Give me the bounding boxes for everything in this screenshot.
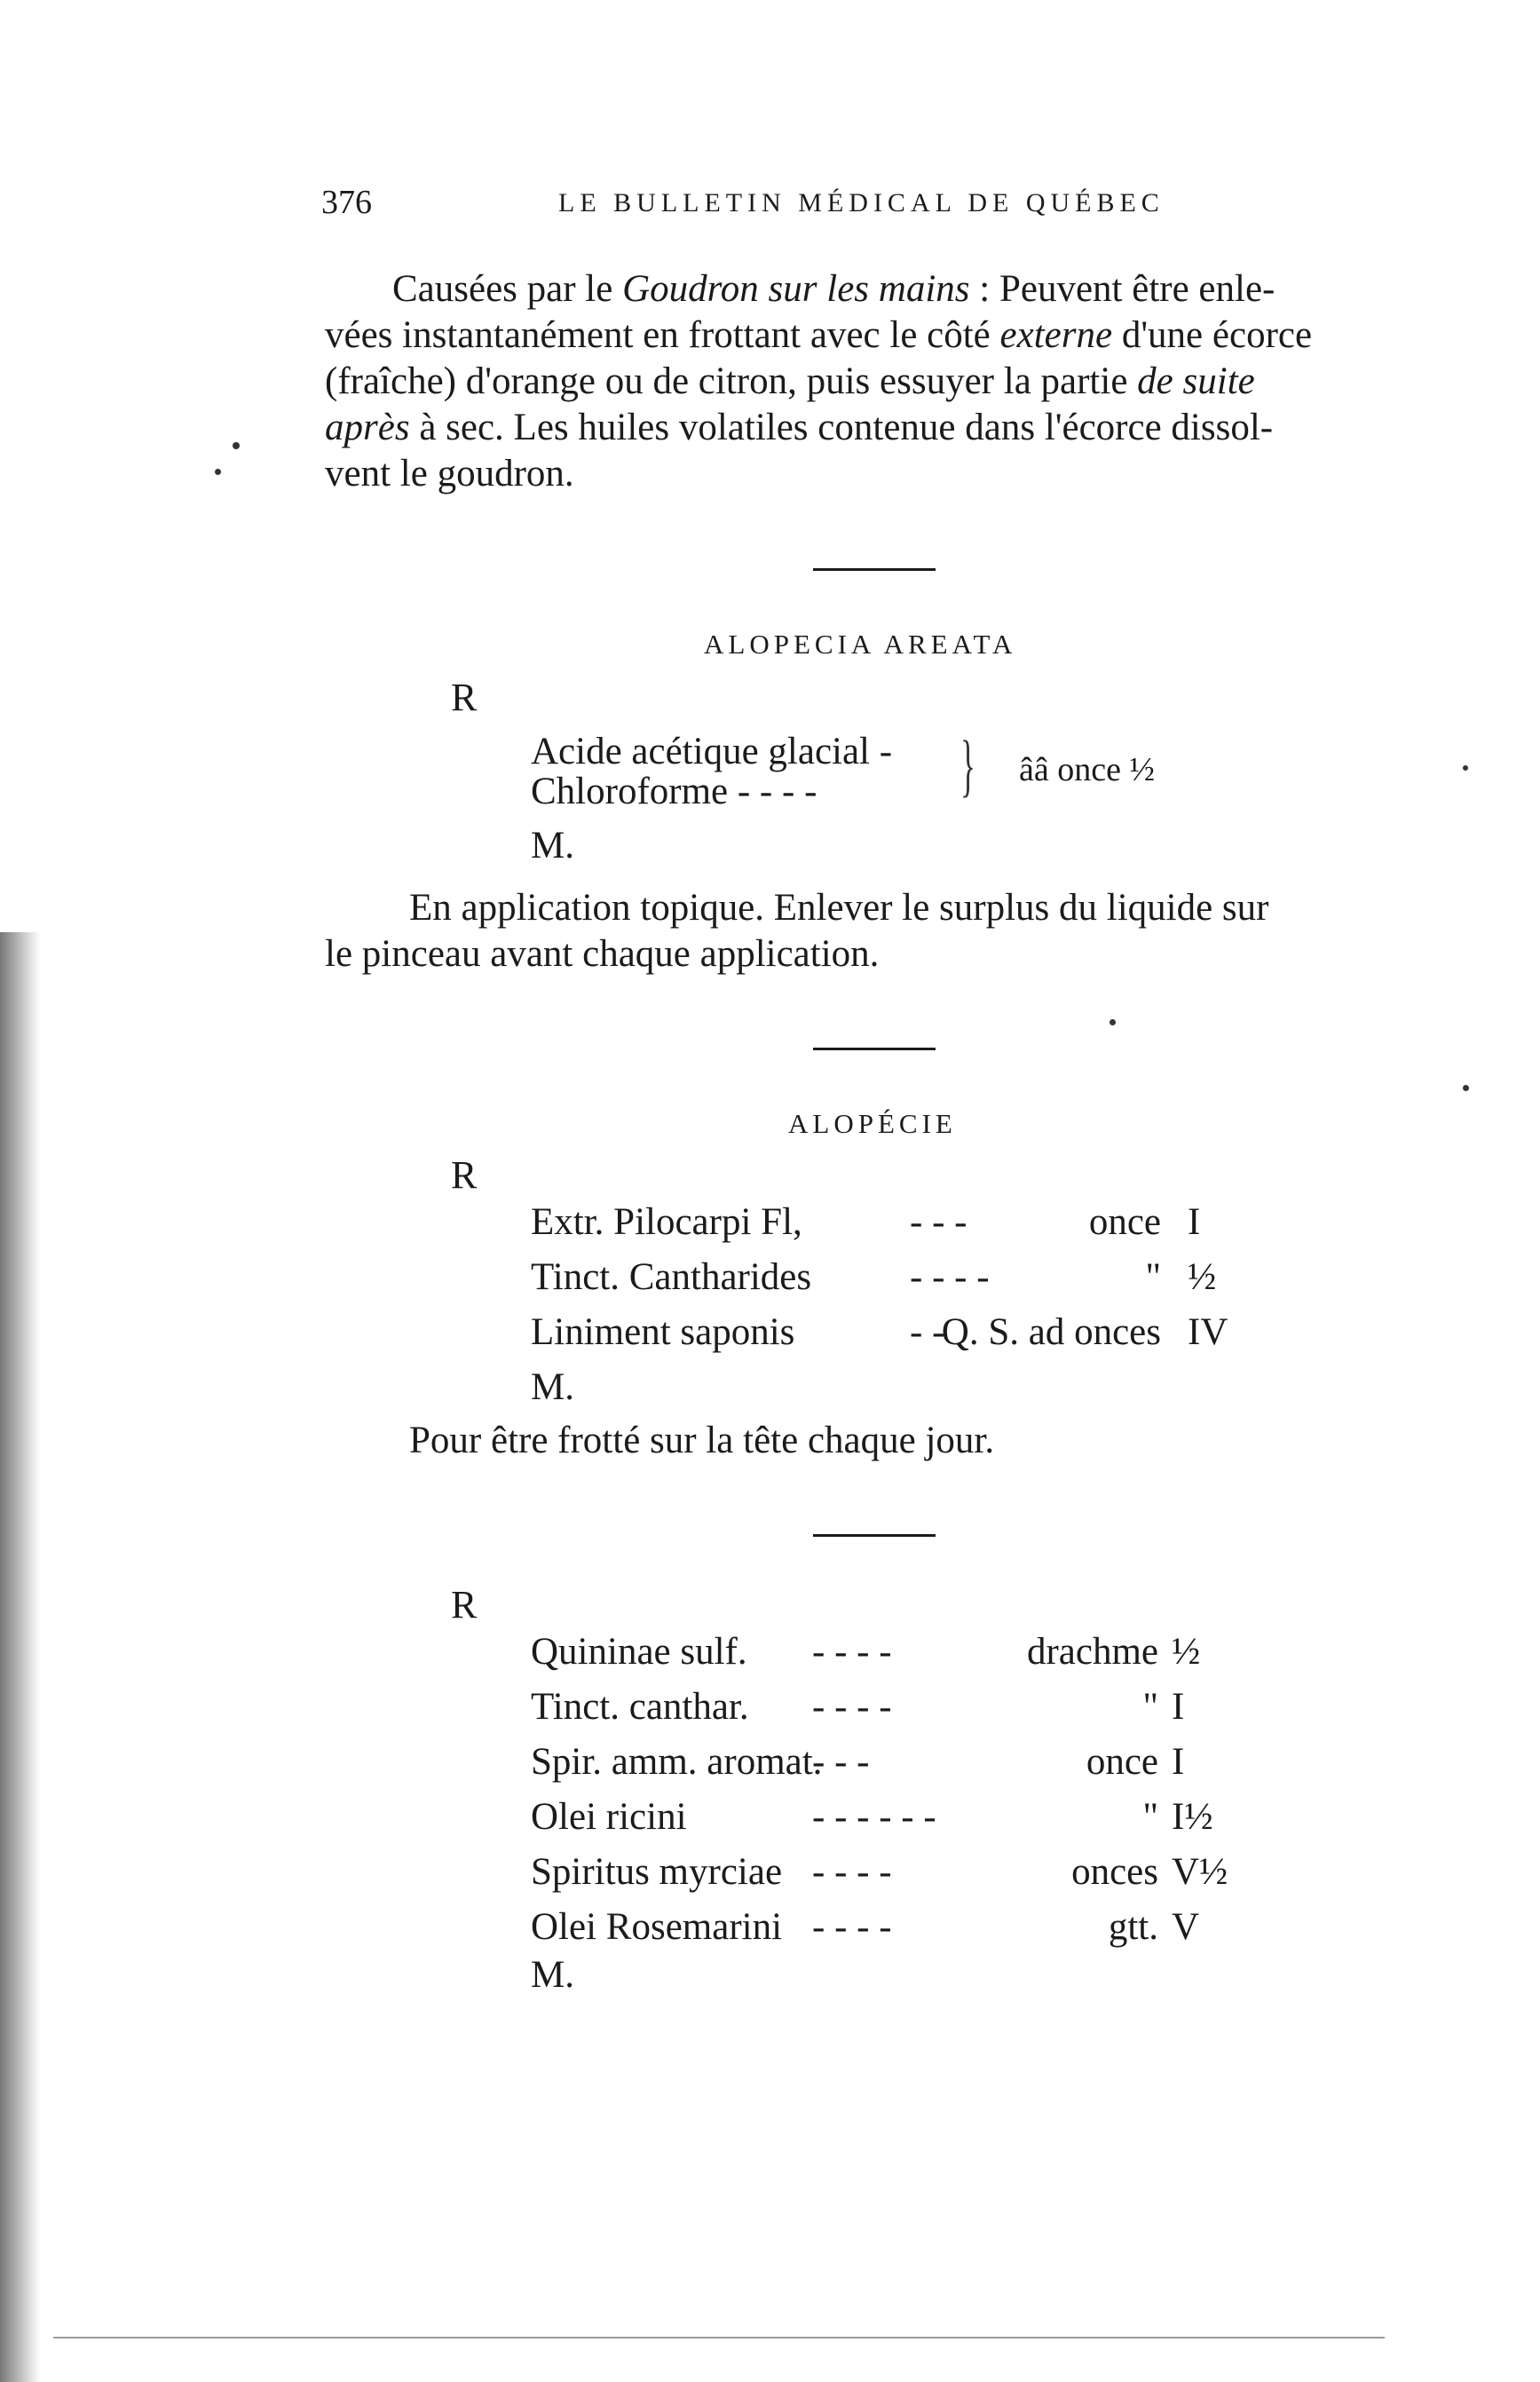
- italic-text-run: Goudron sur les mains: [622, 268, 970, 310]
- scan-speck: [1110, 1019, 1116, 1025]
- ingredient-quantity: ½: [1172, 1631, 1201, 1673]
- ingredient-name: Olei ricini: [531, 1796, 687, 1838]
- ingredient-unit: once: [1086, 1741, 1158, 1783]
- italic-text-run: après: [325, 407, 410, 448]
- leader-dashes: - - - -: [812, 1906, 892, 1948]
- paragraph-line: [325, 266, 1312, 313]
- leader-dashes: - - - -: [910, 1256, 990, 1298]
- intro-paragraph: [325, 266, 1312, 497]
- ingredient-name: Tinct. canthar.: [531, 1686, 749, 1728]
- ingredient-dose: ââ once ½: [1019, 751, 1155, 788]
- running-title: LE BULLETIN MÉDICAL DE QUÉBEC: [558, 188, 1165, 218]
- scan-speck: [1463, 765, 1468, 771]
- ingredient-unit: ": [1142, 1686, 1158, 1728]
- text-run: (fraîche) d'orange ou de citron, puis essuyer la partie: [325, 360, 1138, 402]
- leader-dashes: - - - -: [812, 1851, 892, 1893]
- usage-note: Pour être frotté sur la tête chaque jour.: [409, 1420, 995, 1461]
- leader-dashes: - -: [910, 1311, 945, 1353]
- italic-text-run: de suite: [1137, 360, 1255, 402]
- leader-dashes: - - - -: [812, 1686, 892, 1728]
- section-title: ALOPECIA AREATA: [704, 629, 1017, 660]
- binding-shadow: [0, 932, 41, 2382]
- text-run: vent le goudron.: [325, 453, 574, 495]
- paragraph-line: [325, 451, 1312, 497]
- ingredient-quantity: V: [1172, 1906, 1200, 1948]
- section-separator: [813, 1048, 936, 1050]
- text-run: d'une écorce: [1112, 314, 1313, 356]
- ingredient-unit: ": [1142, 1796, 1158, 1838]
- ingredient-name: Extr. Pilocarpi Fl,: [531, 1201, 802, 1243]
- leader-dashes: - - - - - -: [812, 1796, 936, 1838]
- ingredient-quantity: V½: [1172, 1851, 1228, 1893]
- paragraph-line: [325, 313, 1312, 359]
- section-separator: [813, 568, 936, 571]
- recipe-symbol: R: [451, 1583, 478, 1626]
- text-run: : Peuvent être enle-: [969, 268, 1275, 310]
- page-number: 376: [321, 184, 372, 221]
- italic-text-run: externe: [999, 314, 1113, 356]
- ingredient-name: Spiritus myrciae: [531, 1851, 783, 1893]
- ingredient-name: Quininae sulf.: [531, 1631, 747, 1673]
- ingredient-name: Acide acétique glacial -: [531, 731, 893, 772]
- ingredient-unit: Q. S. ad onces: [941, 1311, 1161, 1353]
- text-run: Causées par le: [392, 268, 623, 310]
- leader-dashes: - - - -: [812, 1631, 892, 1673]
- mix-instruction: M.: [531, 1366, 574, 1408]
- scan-speck: [1463, 1085, 1469, 1091]
- section-separator: [813, 1534, 936, 1537]
- scan-edge-line: [53, 2337, 1385, 2338]
- ingredient-quantity: ½: [1188, 1256, 1217, 1298]
- ingredient-unit: ": [1145, 1256, 1161, 1298]
- mix-instruction: M.: [531, 825, 574, 867]
- leader-dashes: - - -: [910, 1201, 967, 1243]
- ingredient-quantity: I½: [1172, 1796, 1213, 1838]
- ingredient-name: Liniment saponis: [531, 1311, 795, 1353]
- brace-glyph: }: [960, 726, 975, 803]
- section-title: ALOPÉCIE: [788, 1108, 957, 1139]
- usage-note: En application topique. Enlever le surplus du liquide sur: [409, 887, 1269, 929]
- ingredient-name: Spir. amm. aromat.: [531, 1741, 823, 1783]
- ingredient-name: Chloroforme - - - -: [531, 771, 817, 812]
- ingredient-name: Tinct. Cantharides: [531, 1256, 812, 1298]
- text-run: vées instantanément en frottant avec le côté: [325, 314, 1000, 356]
- ingredient-quantity: I: [1188, 1201, 1201, 1243]
- paragraph-line: [325, 359, 1312, 405]
- recipe-symbol: R: [451, 1153, 478, 1197]
- usage-note: le pinceau avant chaque application.: [325, 933, 880, 975]
- ingredient-quantity: I: [1172, 1741, 1185, 1783]
- leader-dashes: - - -: [812, 1741, 870, 1783]
- ingredient-quantity: I: [1172, 1686, 1185, 1728]
- ingredient-quantity: IV: [1188, 1311, 1228, 1353]
- ingredient-unit: gtt.: [1108, 1906, 1158, 1948]
- mix-instruction: M.: [531, 1954, 574, 1996]
- ingredient-unit: onces: [1071, 1851, 1158, 1893]
- ingredient-name: Olei Rosemarini: [531, 1906, 783, 1948]
- recipe-symbol: R: [451, 676, 478, 719]
- ingredient-unit: drachme: [1026, 1631, 1158, 1673]
- scan-speck: [215, 469, 221, 475]
- ingredient-unit: once: [1088, 1201, 1161, 1243]
- text-run: à sec. Les huiles volatiles contenue dans l'écorce dissol-: [409, 407, 1274, 448]
- paragraph-line: [325, 405, 1312, 451]
- scan-speck: [233, 442, 240, 449]
